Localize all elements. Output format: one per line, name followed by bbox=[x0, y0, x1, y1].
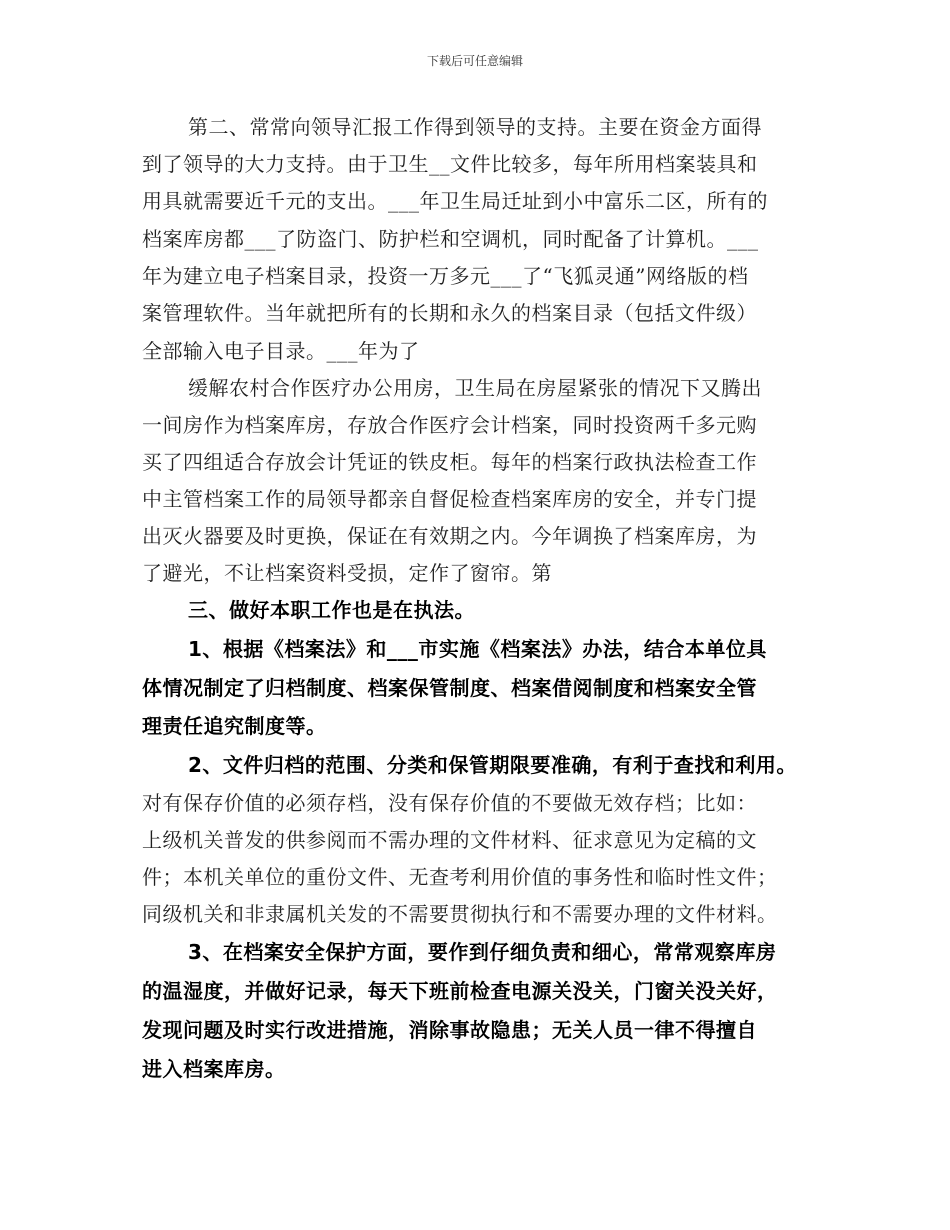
paragraph-line: 件；本机关单位的重份文件、无查考利用价值的事务性和临时性文件； bbox=[142, 865, 778, 889]
paragraph-line: 的温湿度，并做好记录，每天下班前检查电源关没关，门窗关没关好， bbox=[142, 979, 778, 1003]
paragraph-line: 体情况制定了归档制度、档案保管制度、档案借阅制度和档案安全管 bbox=[142, 676, 757, 700]
paragraph-line: 上级机关普发的供参阅而不需办理的文件材料、征求意见为定稿的文 bbox=[142, 828, 757, 852]
paragraph-line: 了避光，不让档案资料受损，定作了窗帘。第 bbox=[142, 561, 552, 585]
header-note: 下载后可任意编辑 bbox=[426, 54, 523, 68]
paragraph-line: 全部输入电子目录。___年为了 bbox=[142, 339, 420, 363]
section-heading: 三、做好本职工作也是在执法。 bbox=[188, 598, 475, 622]
paragraph-line: 买了四组适合存放会计凭证的铁皮柜。每年的档案行政执法检查工作 bbox=[142, 450, 757, 474]
paragraph-line: 一间房作为档案库房，存放合作医疗会计档案，同时投资两千多元购 bbox=[142, 413, 757, 437]
paragraph-line: 3、在档案安全保护方面，要作到仔细负责和细心，常常观察库房 bbox=[188, 940, 777, 964]
paragraph-line: 出灭火器要及时更换，保证在有效期之内。今年调换了档案库房，为 bbox=[142, 524, 757, 548]
paragraph-line: 案管理软件。当年就把所有的长期和永久的档案目录（包括文件级） bbox=[142, 301, 757, 325]
paragraph-line: 用具就需要近千元的支出。___年卫生局迁址到小中富乐二区，所有的 bbox=[142, 189, 768, 213]
paragraph-line: 理责任追究制度等。 bbox=[142, 714, 327, 738]
paragraph-line: 第二、常常向领导汇报工作得到领导的支持。主要在资金方面得 bbox=[188, 115, 762, 139]
paragraph-line: 发现问题及时实行改进措施，消除事故隐患；无关人员一律不得擅自 bbox=[142, 1018, 757, 1042]
paragraph-line: 1、根据《档案法》和___市实施《档案法》办法，结合本单位具 bbox=[188, 637, 767, 661]
paragraph-line: 缓解农村合作医疗办公用房，卫生局在房屋紧张的情况下又腾出 bbox=[188, 376, 762, 400]
paragraph-line: 对有保存价值的必须存档，没有保存价值的不要做无效存档；比如： bbox=[142, 791, 757, 815]
paragraph-line: 档案库房都___了防盗门、防护栏和空调机，同时配备了计算机。___ bbox=[142, 227, 759, 251]
paragraph-line: 进入档案库房。 bbox=[142, 1057, 286, 1081]
paragraph-line: 同级机关和非隶属机关发的不需要贯彻执行和不需要办理的文件材料。 bbox=[142, 902, 778, 926]
paragraph-line: 2、文件归档的范围、分类和保管期限要准确，有利于查找和利用。 bbox=[188, 753, 797, 777]
paragraph-line: 年为建立电子档案目录，投资一万多元___了“飞狐灵通”网络版的档 bbox=[142, 264, 749, 288]
paragraph-line: 中主管档案工作的局领导都亲自督促检查档案库房的安全，并专门提 bbox=[142, 487, 757, 511]
paragraph-line: 到了领导的大力支持。由于卫生__文件比较多，每年所用档案装具和 bbox=[142, 152, 758, 176]
